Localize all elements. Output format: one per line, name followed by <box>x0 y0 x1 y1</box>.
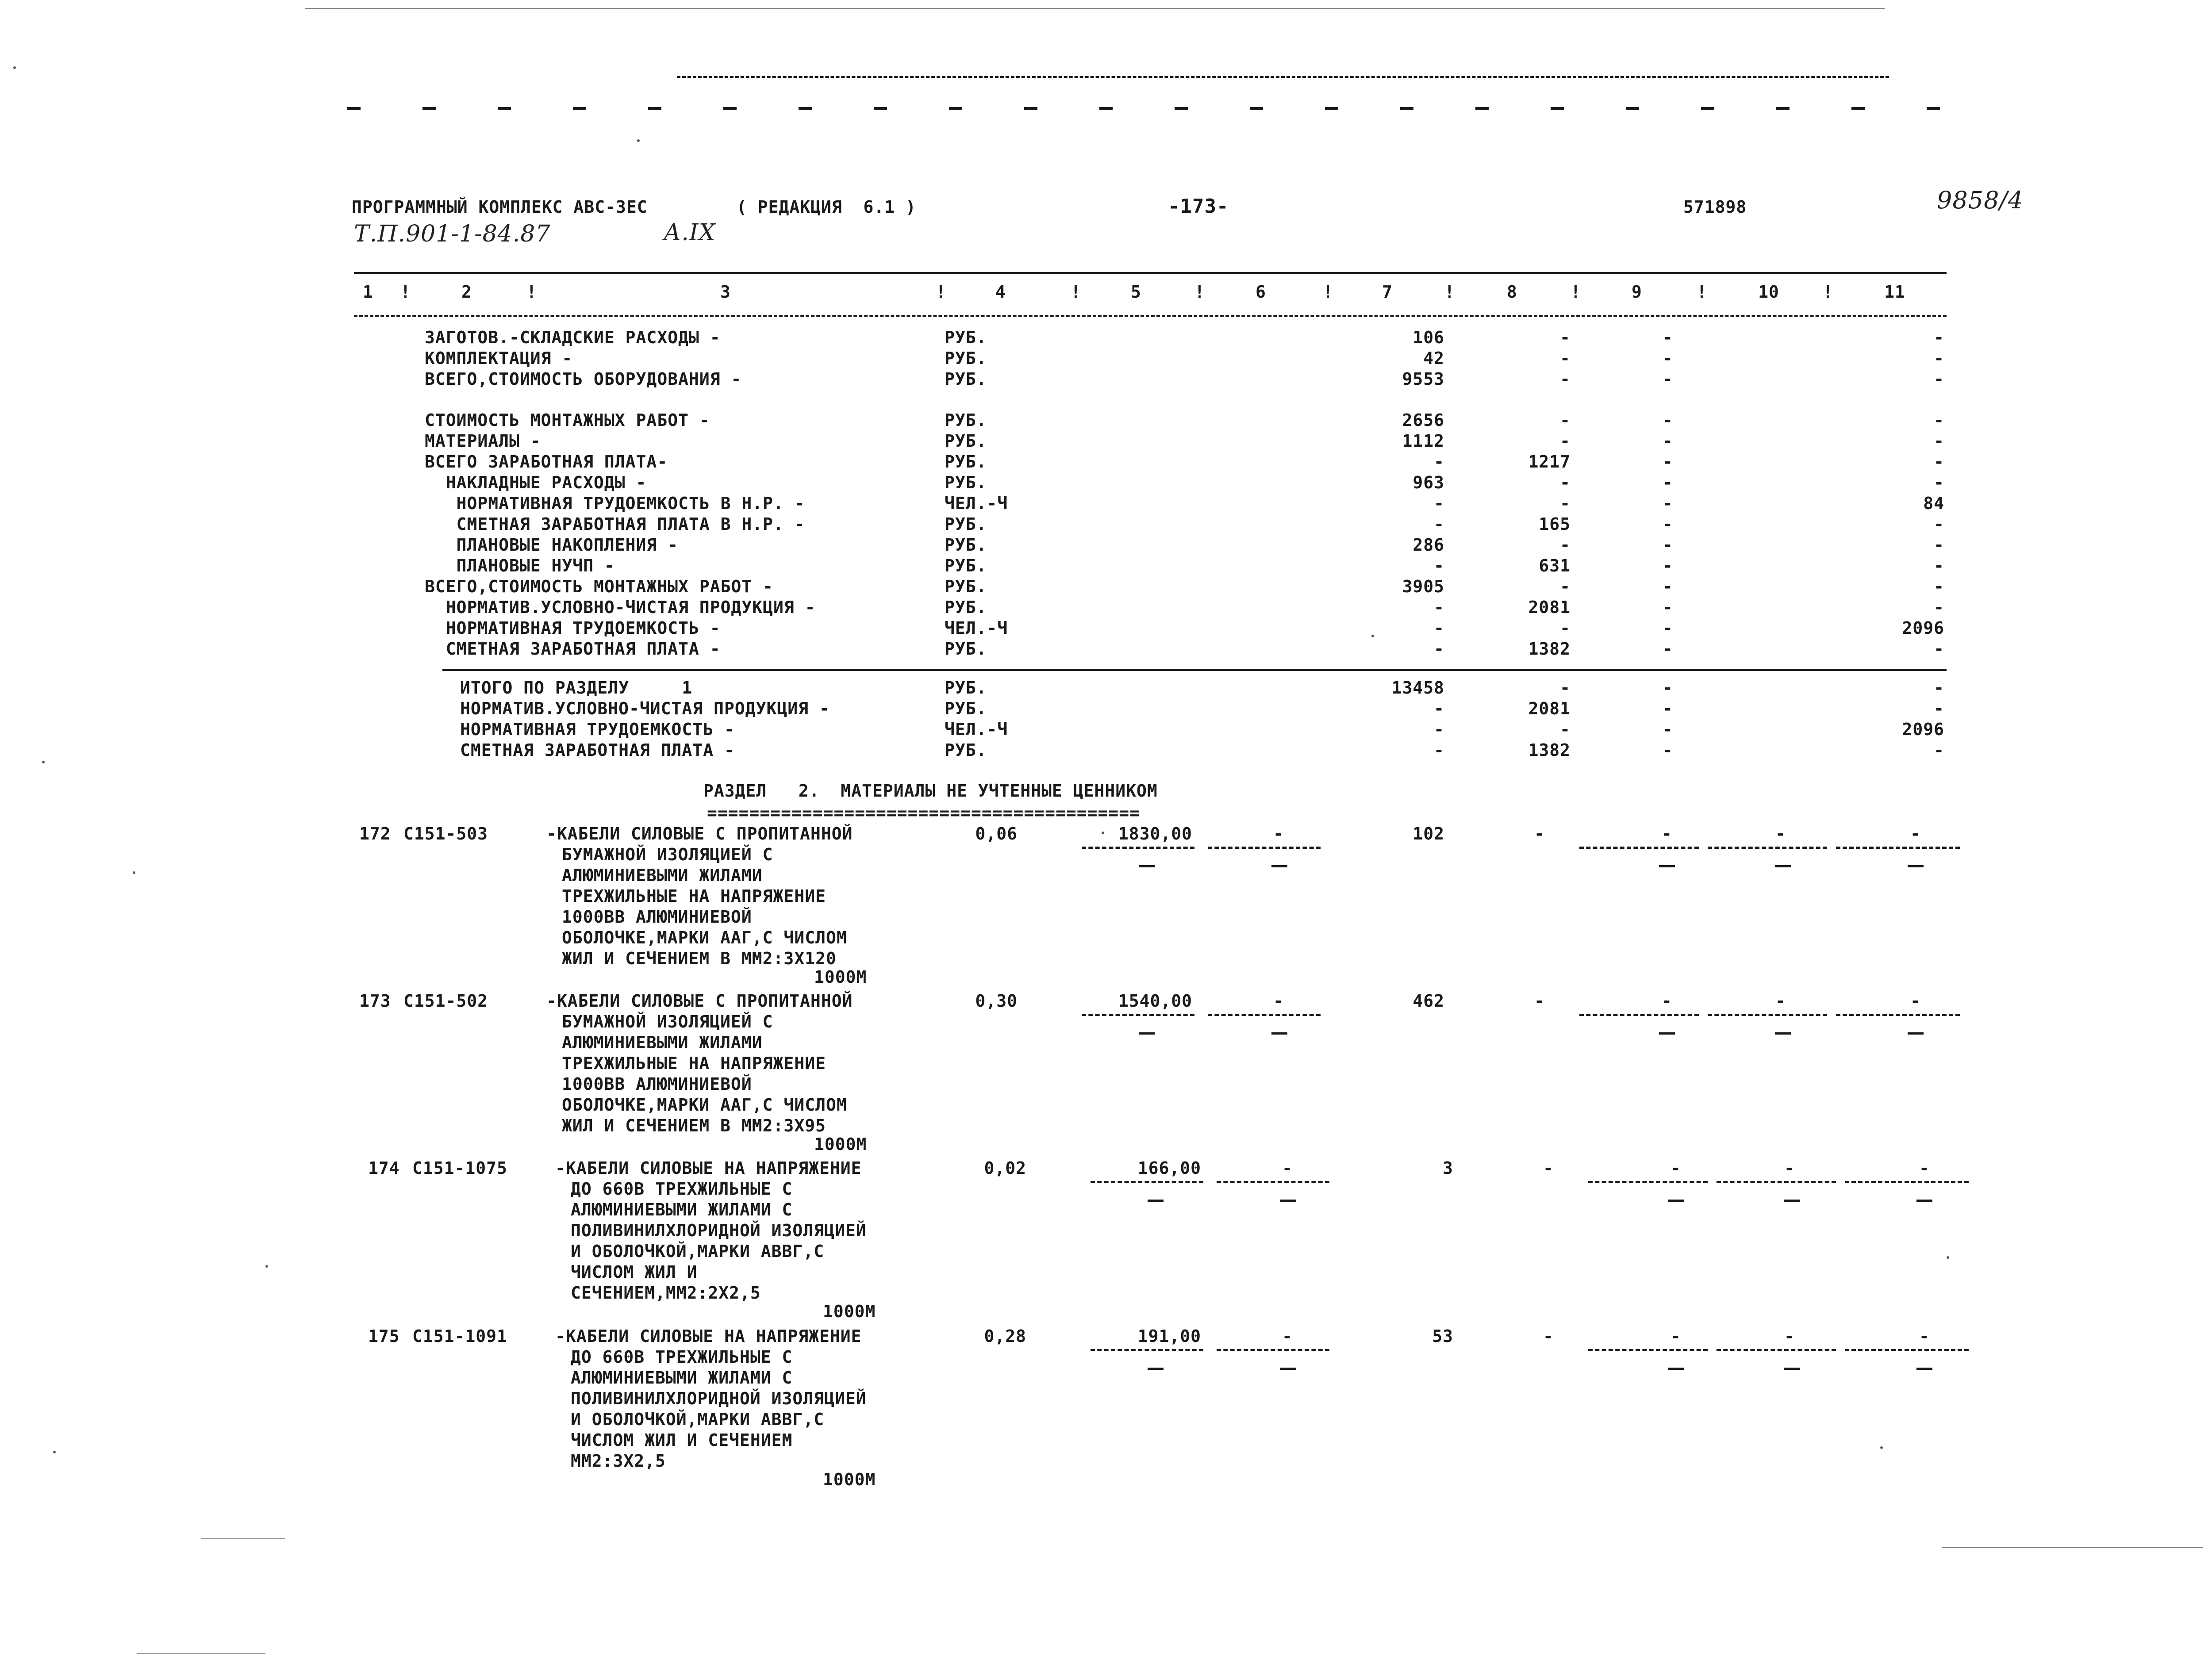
summary-col8: 1382 <box>1528 740 1571 760</box>
summary-col7: - <box>1434 639 1444 659</box>
summary-col7: - <box>1434 598 1444 617</box>
summary-col11: - <box>1934 598 1944 617</box>
item-col10: - <box>1784 1158 1795 1178</box>
scan-dash <box>1776 107 1790 110</box>
program-title: ПРОГРАММНЫЙ КОМПЛЕКС АВС-3ЕС <box>352 197 648 217</box>
summary-col8: - <box>1560 328 1571 347</box>
item-col7: 3 <box>1443 1158 1453 1178</box>
summary-col8: 2081 <box>1528 598 1571 617</box>
item-quantity: 0,28 <box>984 1326 1026 1346</box>
column-separator: ! <box>1444 282 1455 302</box>
scan-line <box>677 76 1889 78</box>
summary-col9: - <box>1663 431 1673 451</box>
item-description-line: -КАБЕЛИ СИЛОВЫЕ НА НАПРЯЖЕНИЕ <box>555 1158 862 1178</box>
summary-col8: - <box>1560 410 1571 430</box>
summary-col9: - <box>1663 349 1673 368</box>
item-col7: 102 <box>1413 824 1444 843</box>
scan-dash <box>1250 107 1263 110</box>
item-underline <box>1091 1181 1203 1183</box>
summary-col7: 106 <box>1413 328 1444 347</box>
column-separator: ! <box>936 282 946 302</box>
summary-col11: - <box>1934 473 1944 492</box>
item-price: 1830,00 <box>1118 824 1192 843</box>
summary-col9: - <box>1663 556 1673 575</box>
scan-speck <box>637 139 640 142</box>
summary-col8: 631 <box>1539 556 1571 575</box>
column-header: 2 <box>461 282 472 302</box>
item-description-line: -КАБЕЛИ СИЛОВЫЕ С ПРОПИТАННОЙ <box>546 991 853 1011</box>
item-dash <box>1271 865 1287 867</box>
column-separator: ! <box>1071 282 1081 302</box>
item-underline <box>1082 1014 1194 1016</box>
summary-col8: - <box>1560 473 1571 492</box>
scan-dash <box>422 107 436 110</box>
item-price: 191,00 <box>1137 1326 1201 1346</box>
summary-unit: РУБ. <box>945 431 987 451</box>
archive-stamp: 9858/4 <box>1937 186 2024 214</box>
column-header: 3 <box>720 282 731 302</box>
item-unit: 1000М <box>814 967 867 987</box>
summary-col8: - <box>1560 577 1571 596</box>
summary-col9: - <box>1663 639 1673 659</box>
column-header: 9 <box>1632 282 1642 302</box>
summary-col9: - <box>1663 369 1673 389</box>
summary-col9: - <box>1663 473 1673 492</box>
scan-line <box>1942 1547 2203 1548</box>
summary-col7: - <box>1434 514 1444 534</box>
item-underline <box>1836 847 1960 849</box>
item-col8: - <box>1543 1158 1554 1178</box>
summary-unit: РУБ. <box>945 598 987 617</box>
section-title: РАЗДЕЛ 2. МАТЕРИАЛЫ НЕ УЧТЕННЫЕ ЦЕННИКОМ <box>703 781 1158 801</box>
scan-speck <box>1371 635 1374 637</box>
item-col6: - <box>1273 991 1284 1011</box>
summary-label: НОРМАТИВНАЯ ТРУДОЕМКОСТЬ В Н.Р. - <box>425 494 805 513</box>
item-unit: 1000М <box>823 1470 876 1489</box>
summary-col9: - <box>1663 328 1673 347</box>
scan-dash <box>1851 107 1865 110</box>
summary-col8: 165 <box>1539 514 1571 534</box>
summary-col7: - <box>1434 556 1444 575</box>
item-description-line: АЛЮМИНИЕВЫМИ ЖИЛАМИ <box>562 1033 763 1052</box>
item-unit: 1000М <box>814 1135 867 1154</box>
summary-label: ВСЕГО,СТОИМОСТЬ ОБОРУДОВАНИЯ - <box>425 369 742 389</box>
item-dash <box>1148 1368 1164 1370</box>
scan-speck <box>1880 1446 1883 1449</box>
summary-col7: 286 <box>1413 535 1444 555</box>
item-dash <box>1908 1032 1924 1035</box>
summary-unit: РУБ. <box>945 740 987 760</box>
column-separator: ! <box>400 282 411 302</box>
summary-col11: - <box>1934 577 1944 596</box>
summary-unit: РУБ. <box>945 639 987 659</box>
summary-col8: - <box>1560 720 1571 739</box>
summary-label: ЗАГОТОВ.-СКЛАДСКИЕ РАСХОДЫ - <box>425 328 721 347</box>
summary-col9: - <box>1663 618 1673 638</box>
item-underline <box>1588 1181 1708 1183</box>
summary-label: ПЛАНОВЫЕ НАКОПЛЕНИЯ - <box>425 535 679 555</box>
item-underline <box>1845 1181 1969 1183</box>
item-description-line: ДО 660В ТРЕХЖИЛЬНЫЕ С <box>571 1179 793 1199</box>
item-underline <box>1836 1014 1960 1016</box>
item-description-line: ЖИЛ И СЕЧЕНИЕМ В ММ2:3Х95 <box>562 1116 826 1135</box>
summary-unit: РУБ. <box>945 535 987 555</box>
scan-line <box>201 1538 285 1539</box>
item-quantity: 0,06 <box>975 824 1018 843</box>
item-dash <box>1916 1368 1932 1370</box>
column-header: 1 <box>363 282 373 302</box>
summary-col9: - <box>1663 699 1673 718</box>
item-col7: 462 <box>1413 991 1444 1011</box>
scan-dash <box>1551 107 1564 110</box>
summary-unit: РУБ. <box>945 678 987 698</box>
summary-col11: - <box>1934 410 1944 430</box>
summary-col11: 2096 <box>1902 720 1944 739</box>
item-dash <box>1668 1368 1684 1370</box>
item-number: 174 <box>368 1158 400 1178</box>
summary-unit: РУБ. <box>945 349 987 368</box>
summary-col11: - <box>1934 699 1944 718</box>
item-underline <box>1217 1349 1329 1351</box>
summary-col9: - <box>1663 720 1673 739</box>
scan-dash <box>1626 107 1639 110</box>
item-description-line: ММ2:3Х2,5 <box>571 1451 666 1471</box>
scan-dash <box>1099 107 1113 110</box>
summary-col11: - <box>1934 678 1944 698</box>
item-description-line: ТРЕХЖИЛЬНЫЕ НА НАПРЯЖЕНИЕ <box>562 886 826 906</box>
summary-col7: - <box>1434 452 1444 472</box>
item-dash <box>1784 1368 1800 1370</box>
item-dash <box>1775 865 1791 867</box>
item-description-line: АЛЮМИНИЕВЫМИ ЖИЛАМИ С <box>571 1368 793 1388</box>
summary-col8: - <box>1560 349 1571 368</box>
item-description-line: АЛЮМИНИЕВЫМИ ЖИЛАМИ С <box>571 1200 793 1219</box>
item-underline <box>1579 1014 1699 1016</box>
summary-col8: - <box>1560 431 1571 451</box>
scan-dash <box>949 107 962 110</box>
item-dash <box>1916 1200 1932 1202</box>
scan-dash <box>573 107 586 110</box>
item-col11: - <box>1919 1326 1930 1346</box>
item-description-line: ОБОЛОЧКЕ,МАРКИ ААГ,С ЧИСЛОМ <box>562 1095 847 1115</box>
item-description-line: -КАБЕЛИ СИЛОВЫЕ НА НАПРЯЖЕНИЕ <box>555 1326 862 1346</box>
item-unit: 1000М <box>823 1302 876 1321</box>
item-underline <box>1091 1349 1203 1351</box>
summary-col8: - <box>1560 678 1571 698</box>
summary-label: ВСЕГО ЗАРАБОТНАЯ ПЛАТА- <box>425 452 668 472</box>
column-separator: ! <box>1571 282 1581 302</box>
summary-label: НОРМАТИВНАЯ ТРУДОЕМКОСТЬ - <box>460 720 735 739</box>
item-quantity: 0,30 <box>975 991 1018 1011</box>
summary-col11: - <box>1934 535 1944 555</box>
item-dash <box>1280 1368 1296 1370</box>
summary-unit: ЧЕЛ.-Ч <box>945 720 1008 739</box>
item-description-line: СЕЧЕНИЕМ,ММ2:2Х2,5 <box>571 1283 761 1303</box>
item-number: 172 <box>359 824 391 843</box>
item-description-line: 1000ВВ АЛЮМИНИЕВОЙ <box>562 907 752 927</box>
item-col11: - <box>1919 1158 1930 1178</box>
item-underline <box>1208 1014 1321 1016</box>
item-dash <box>1659 865 1675 867</box>
scan-dash <box>347 107 361 110</box>
item-number: 175 <box>368 1326 400 1346</box>
summary-col9: - <box>1663 598 1673 617</box>
summary-label: ПЛАНОВЫЕ НУЧП - <box>425 556 615 575</box>
summary-col9: - <box>1663 577 1673 596</box>
item-underline <box>1588 1349 1708 1351</box>
summary-col8: - <box>1560 535 1571 555</box>
summary-unit: РУБ. <box>945 410 987 430</box>
scan-speck <box>42 761 45 763</box>
item-dash <box>1784 1200 1800 1202</box>
summary-col11: 2096 <box>1902 618 1944 638</box>
item-description-line: -КАБЕЛИ СИЛОВЫЕ С ПРОПИТАННОЙ <box>546 824 853 843</box>
item-col10: - <box>1775 991 1786 1011</box>
summary-col9: - <box>1663 452 1673 472</box>
summary-col11: - <box>1934 328 1944 347</box>
column-header: 8 <box>1507 282 1517 302</box>
summary-col11: - <box>1934 349 1944 368</box>
summary-col8: 2081 <box>1528 699 1571 718</box>
summary-col8: - <box>1560 494 1571 513</box>
summary-col8: 1217 <box>1528 452 1571 472</box>
item-col6: - <box>1282 1326 1293 1346</box>
scan-dash <box>874 107 887 110</box>
item-col9: - <box>1671 1158 1681 1178</box>
summary-col7: 963 <box>1413 473 1444 492</box>
item-description-line: ТРЕХЖИЛЬНЫЕ НА НАПРЯЖЕНИЕ <box>562 1054 826 1073</box>
summary-col7: 1112 <box>1402 431 1444 451</box>
summary-col11: 84 <box>1923 494 1944 513</box>
column-header: 6 <box>1256 282 1266 302</box>
summary-col9: - <box>1663 514 1673 534</box>
summary-col7: - <box>1434 720 1444 739</box>
summary-col7: - <box>1434 740 1444 760</box>
summary-col11: - <box>1934 452 1944 472</box>
summary-col11: - <box>1934 556 1944 575</box>
summary-label: МАТЕРИАЛЫ - <box>425 431 541 451</box>
item-col6: - <box>1282 1158 1293 1178</box>
summary-col11: - <box>1934 740 1944 760</box>
item-col7: 53 <box>1432 1326 1453 1346</box>
column-separator: ! <box>526 282 537 302</box>
scan-dash <box>1927 107 1940 110</box>
summary-col9: - <box>1663 494 1673 513</box>
scan-line <box>137 1653 265 1654</box>
summary-col11: - <box>1934 431 1944 451</box>
summary-label: СМЕТНАЯ ЗАРАБОТНАЯ ПЛАТА В Н.Р. - <box>425 514 805 534</box>
item-code: С151-502 <box>403 991 488 1011</box>
scan-speck <box>53 1451 56 1453</box>
item-description-line: ЧИСЛОМ ЖИЛ И СЕЧЕНИЕМ <box>571 1430 793 1450</box>
item-description-line: ПОЛИВИНИЛХЛОРИДНОЙ ИЗОЛЯЦИЕЙ <box>571 1389 867 1408</box>
summary-col9: - <box>1663 410 1673 430</box>
item-underline <box>1708 1014 1827 1016</box>
item-description-line: ПОЛИВИНИЛХЛОРИДНОЙ ИЗОЛЯЦИЕЙ <box>571 1221 867 1240</box>
summary-col11: - <box>1934 639 1944 659</box>
item-dash <box>1659 1032 1675 1035</box>
summary-col8: - <box>1560 369 1571 389</box>
summary-unit: РУБ. <box>945 452 987 472</box>
summary-unit: РУБ. <box>945 473 987 492</box>
item-code: С151-1091 <box>412 1326 507 1346</box>
summary-col7: 9553 <box>1402 369 1444 389</box>
section-underline: ========================================= <box>707 803 1140 823</box>
scan-dash <box>799 107 812 110</box>
item-description-line: ДО 660В ТРЕХЖИЛЬНЫЕ С <box>571 1347 793 1367</box>
scan-speck <box>1947 1256 1949 1259</box>
album-code: А.IX <box>664 219 716 246</box>
scan-dash <box>1400 107 1413 110</box>
scan-dash <box>1475 107 1489 110</box>
summary-label: НОРМАТИВ.УСЛОВНО-ЧИСТАЯ ПРОДУКЦИЯ - <box>425 598 816 617</box>
column-separator: ! <box>1697 282 1707 302</box>
summary-col9: - <box>1663 678 1673 698</box>
summary-col7: 13458 <box>1391 678 1444 698</box>
scan-dash <box>1175 107 1188 110</box>
summary-unit: ЧЕЛ.-Ч <box>945 494 1008 513</box>
item-code: С151-503 <box>403 824 488 843</box>
column-header: 7 <box>1382 282 1393 302</box>
item-col9: - <box>1662 824 1672 843</box>
document-number: 571898 <box>1683 197 1747 217</box>
item-col9: - <box>1671 1326 1681 1346</box>
item-description-line: ЧИСЛОМ ЖИЛ И <box>571 1262 698 1282</box>
summary-unit: ЧЕЛ.-Ч <box>945 618 1008 638</box>
summary-unit: РУБ. <box>945 556 987 575</box>
summary-label: ВСЕГО,СТОИМОСТЬ МОНТАЖНЫХ РАБОТ - <box>425 577 773 596</box>
summary-col7: - <box>1434 494 1444 513</box>
item-col10: - <box>1784 1326 1795 1346</box>
item-underline <box>1579 847 1699 849</box>
item-col8: - <box>1534 991 1545 1011</box>
item-dash <box>1139 865 1155 867</box>
table-rule-header <box>354 315 1947 317</box>
edition-label: ( РЕДАКЦИЯ 6.1 ) <box>737 197 916 217</box>
scan-speck <box>1102 832 1104 834</box>
summary-label: НОРМАТИВ.УСЛОВНО-ЧИСТАЯ ПРОДУКЦИЯ - <box>460 699 830 718</box>
summary-label: ИТОГО ПО РАЗДЕЛУ 1 <box>460 678 693 698</box>
summary-unit: РУБ. <box>945 369 987 389</box>
column-header: 10 <box>1758 282 1779 302</box>
scan-dash <box>1325 107 1338 110</box>
item-underline <box>1845 1349 1969 1351</box>
summary-col9: - <box>1663 535 1673 555</box>
summary-col7: - <box>1434 699 1444 718</box>
scan-speck <box>133 871 135 874</box>
item-col8: - <box>1543 1326 1554 1346</box>
item-col10: - <box>1775 824 1786 843</box>
summary-col7: 3905 <box>1402 577 1444 596</box>
summary-col11: - <box>1934 514 1944 534</box>
item-description-line: БУМАЖНОЙ ИЗОЛЯЦИЕЙ С <box>562 1012 773 1031</box>
item-underline <box>1217 1181 1329 1183</box>
summary-label: СМЕТНАЯ ЗАРАБОТНАЯ ПЛАТА - <box>425 639 721 659</box>
item-number: 173 <box>359 991 391 1011</box>
column-separator: ! <box>1323 282 1333 302</box>
summary-unit: РУБ. <box>945 699 987 718</box>
item-description-line: ЖИЛ И СЕЧЕНИЕМ В ММ2:3Х120 <box>562 949 837 968</box>
scan-dash <box>1024 107 1037 110</box>
item-dash <box>1668 1200 1684 1202</box>
summary-col7: 2656 <box>1402 410 1444 430</box>
item-price: 1540,00 <box>1118 991 1192 1011</box>
item-underline <box>1082 847 1194 849</box>
item-description-line: ОБОЛОЧКЕ,МАРКИ ААГ,С ЧИСЛОМ <box>562 928 847 947</box>
column-header: 11 <box>1884 282 1905 302</box>
summary-col9: - <box>1663 740 1673 760</box>
item-dash <box>1271 1032 1287 1035</box>
item-dash <box>1280 1200 1296 1202</box>
item-underline <box>1717 1349 1836 1351</box>
item-quantity: 0,02 <box>984 1158 1026 1178</box>
item-dash <box>1775 1032 1791 1035</box>
scan-dash <box>723 107 737 110</box>
table-rule-top <box>354 272 1947 274</box>
scan-dash <box>648 107 661 110</box>
summary-label: НОРМАТИВНАЯ ТРУДОЕМКОСТЬ - <box>425 618 721 638</box>
item-description-line: 1000ВВ АЛЮМИНИЕВОЙ <box>562 1074 752 1094</box>
item-underline <box>1708 847 1827 849</box>
scan-dash <box>498 107 511 110</box>
summary-label: НАКЛАДНЫЕ РАСХОДЫ - <box>425 473 647 492</box>
column-separator: ! <box>1194 282 1205 302</box>
column-separator: ! <box>1823 282 1833 302</box>
scan-speck <box>265 1265 268 1268</box>
summary-col8: 1382 <box>1528 639 1571 659</box>
item-col11: - <box>1910 824 1921 843</box>
item-price: 166,00 <box>1137 1158 1201 1178</box>
item-description-line: И ОБОЛОЧКОЙ,МАРКИ АВВГ,С <box>571 1410 825 1429</box>
item-description-line: АЛЮМИНИЕВЫМИ ЖИЛАМИ <box>562 866 763 885</box>
summary-col8: - <box>1560 618 1571 638</box>
summary-unit: РУБ. <box>945 577 987 596</box>
item-underline <box>1208 847 1321 849</box>
project-code: Т.П.901-1-84.87 <box>354 221 551 247</box>
item-dash <box>1139 1032 1155 1035</box>
item-code: С151-1075 <box>412 1158 507 1178</box>
column-header: 5 <box>1131 282 1141 302</box>
summary-label: СМЕТНАЯ ЗАРАБОТНАЯ ПЛАТА - <box>460 740 735 760</box>
scan-line <box>305 8 1885 9</box>
summary-label: СТОИМОСТЬ МОНТАЖНЫХ РАБОТ - <box>425 410 710 430</box>
summary-col7: 42 <box>1423 349 1444 368</box>
item-col6: - <box>1273 824 1284 843</box>
summary-label: КОМПЛЕКТАЦИЯ - <box>425 349 573 368</box>
item-col8: - <box>1534 824 1545 843</box>
scan-speck <box>13 66 16 69</box>
summary-unit: РУБ. <box>945 328 987 347</box>
item-col11: - <box>1910 991 1921 1011</box>
item-col9: - <box>1662 991 1672 1011</box>
item-description-line: БУМАЖНОЙ ИЗОЛЯЦИЕЙ С <box>562 845 773 864</box>
column-header: 4 <box>995 282 1006 302</box>
item-dash <box>1908 865 1924 867</box>
item-description-line: И ОБОЛОЧКОЙ,МАРКИ АВВГ,С <box>571 1242 825 1261</box>
summary-col11: - <box>1934 369 1944 389</box>
summary-col7: - <box>1434 618 1444 638</box>
item-underline <box>1717 1181 1836 1183</box>
scan-dash <box>1701 107 1714 110</box>
item-dash <box>1148 1200 1164 1202</box>
summary-unit: РУБ. <box>945 514 987 534</box>
section-total-rule <box>442 669 1947 671</box>
page-number: -173- <box>1168 195 1229 218</box>
